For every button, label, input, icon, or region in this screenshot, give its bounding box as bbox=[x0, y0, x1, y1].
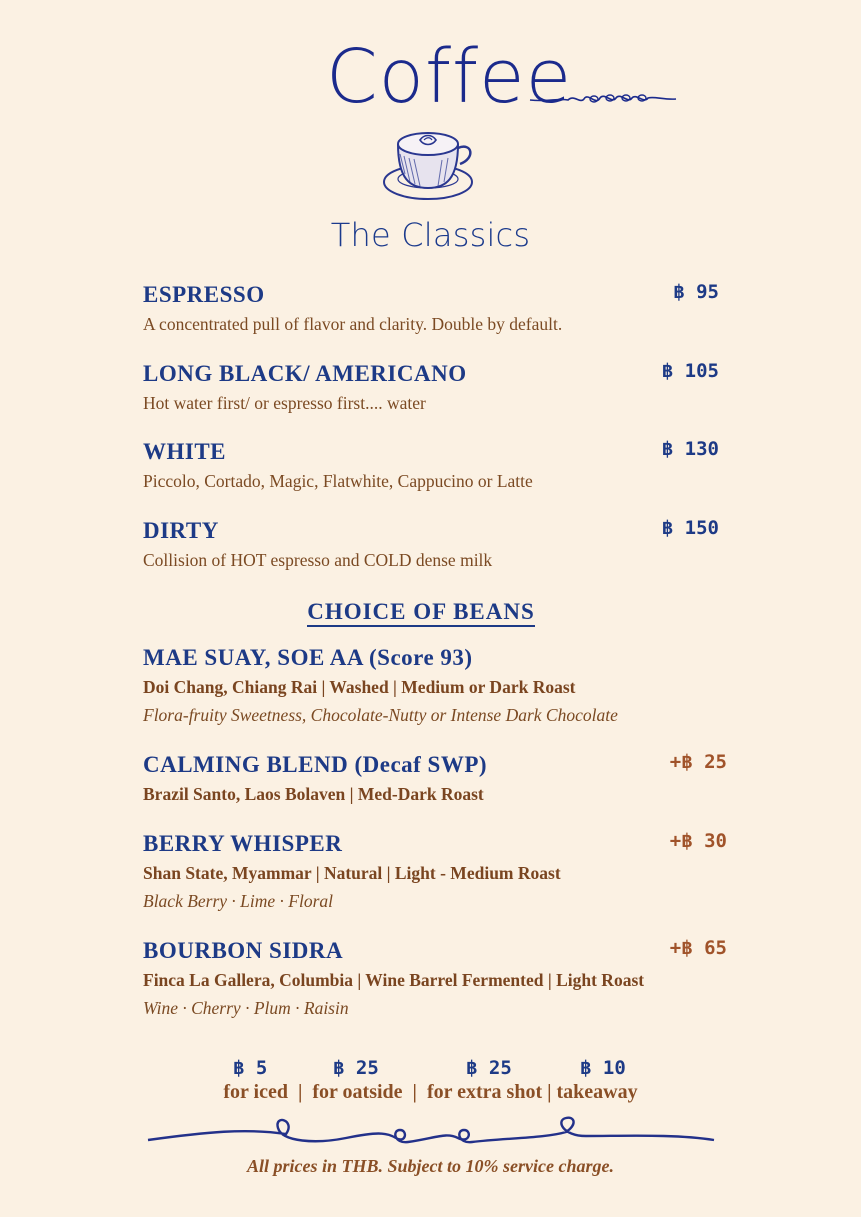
bean-price: +฿ 30 bbox=[669, 830, 727, 852]
item-description: Hot water first/ or espresso first.... water bbox=[143, 393, 426, 413]
item-price: ฿ 150 bbox=[661, 517, 719, 539]
bean-berry-whisper bbox=[143, 832, 733, 910]
item-price: ฿ 105 bbox=[661, 360, 719, 382]
bean-origin: Finca La Gallera, Columbia | Wine Barrel Fermented | Light Roast bbox=[143, 970, 645, 990]
item-name: ESPRESSO bbox=[143, 282, 265, 307]
bean-price: +฿ 25 bbox=[669, 751, 727, 773]
bean-name: BOURBON SIDRA bbox=[143, 938, 344, 963]
extra-price-takeaway: ฿ 10 bbox=[580, 1057, 626, 1079]
item-name: DIRTY bbox=[143, 518, 219, 543]
item-price: ฿ 130 bbox=[661, 438, 719, 460]
bean-notes: Wine · Cherry · Plum · Raisin bbox=[143, 997, 349, 1018]
bean-notes: Flora-fruity Sweetness, Chocolate-Nutty or Intense Dark Chocolate bbox=[143, 704, 618, 725]
title-flourish-icon bbox=[528, 86, 678, 110]
bottom-swirl-flourish-icon bbox=[146, 1114, 716, 1150]
item-name: WHITE bbox=[143, 439, 227, 464]
section-subtitle: The Classics bbox=[330, 216, 531, 254]
bean-bourbon-sidra bbox=[143, 939, 733, 1017]
bean-price: +฿ 65 bbox=[669, 937, 727, 959]
bean-origin: Shan State, Myammar | Natural | Light - Medium Roast bbox=[143, 863, 561, 883]
bean-calming-blend bbox=[143, 753, 733, 804]
beans-heading bbox=[0, 600, 842, 623]
extras-labels: for iced | for oatside | for extra shot | takeaway bbox=[223, 1081, 638, 1103]
menu-item-espresso bbox=[143, 283, 733, 334]
bean-name: CALMING BLEND (Decaf SWP) bbox=[143, 752, 488, 777]
bean-notes: Black Berry · Lime · Floral bbox=[143, 890, 334, 911]
extra-price-iced: ฿ 5 bbox=[233, 1057, 268, 1079]
extra-price-extra-shot: ฿ 25 bbox=[466, 1057, 512, 1079]
bean-name: MAE SUAY, SOE AA (Score 93) bbox=[143, 645, 473, 670]
item-name: LONG BLACK/ AMERICANO bbox=[143, 361, 467, 386]
beans-heading-text: CHOICE OF BEANS bbox=[307, 599, 535, 627]
item-description: A concentrated pull of flavor and clarity. Double by default. bbox=[143, 314, 563, 334]
bean-name: BERRY WHISPER bbox=[143, 831, 343, 856]
menu-title: Coffee bbox=[326, 34, 573, 120]
extra-price-oatside: ฿ 25 bbox=[333, 1057, 379, 1079]
menu-item-long-black bbox=[143, 362, 733, 413]
item-description: Piccolo, Cortado, Magic, Flatwhite, Cappucino or Latte bbox=[143, 471, 533, 491]
footer-note: All prices in THB. Subject to 10% service charge. bbox=[247, 1156, 614, 1176]
bean-mae-suay bbox=[143, 646, 733, 724]
item-price: ฿ 95 bbox=[673, 281, 719, 303]
menu-item-dirty bbox=[143, 519, 733, 570]
item-description: Collision of HOT espresso and COLD dense milk bbox=[143, 550, 493, 570]
bean-origin: Brazil Santo, Laos Bolaven | Med-Dark Roast bbox=[143, 784, 484, 804]
latte-cup-icon bbox=[380, 124, 480, 204]
bean-origin: Doi Chang, Chiang Rai | Washed | Medium or Dark Roast bbox=[143, 677, 576, 697]
menu-item-white bbox=[143, 440, 733, 491]
